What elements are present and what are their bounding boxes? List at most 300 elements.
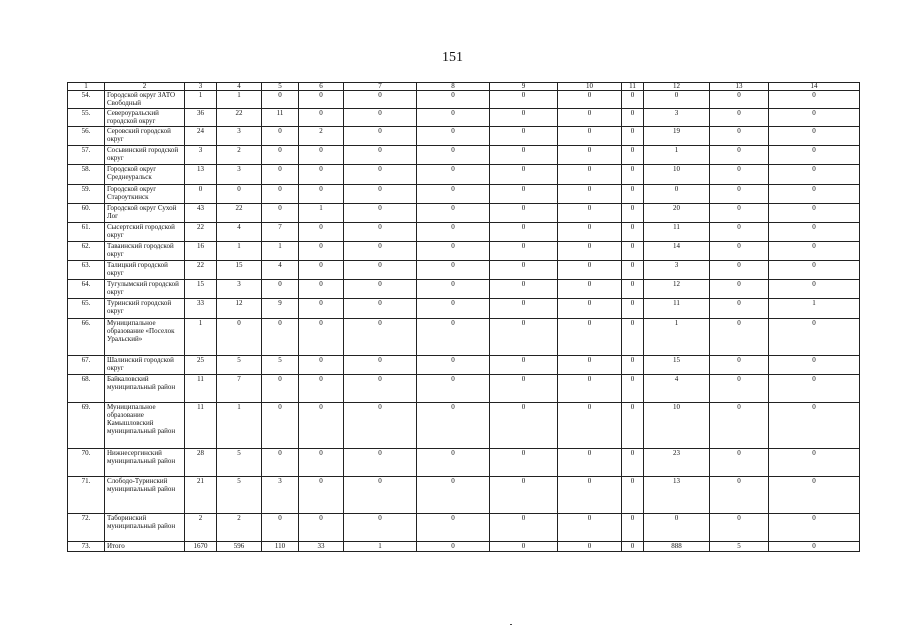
value-cell-col-9: 0 <box>490 146 558 165</box>
value-cell-col-12: 23 <box>644 449 710 477</box>
value-cell-col-3: 28 <box>185 449 217 477</box>
value-cell-col-4: 7 <box>217 375 262 403</box>
value-cell-col-7: 0 <box>344 165 417 185</box>
value-cell-col-12: 12 <box>644 280 710 299</box>
value-cell-col-9: 0 <box>490 542 558 552</box>
municipality-name: Таваинский городской округ <box>105 242 185 261</box>
column-header-6: 6 <box>299 83 344 91</box>
value-cell-col-5: 0 <box>262 280 299 299</box>
table-row <box>68 449 860 477</box>
value-cell-col-6: 0 <box>299 165 344 185</box>
value-cell-col-5: 0 <box>262 403 299 449</box>
value-cell-col-13: 0 <box>710 109 769 127</box>
value-cell-col-4: 3 <box>217 165 262 185</box>
value-cell-col-9: 0 <box>490 109 558 127</box>
value-cell-col-12: 0 <box>644 91 710 109</box>
value-cell-col-7: 0 <box>344 319 417 356</box>
value-cell-col-14: 0 <box>769 261 860 280</box>
value-cell-col-8: 0 <box>417 280 490 299</box>
table-row <box>68 299 860 319</box>
value-cell-col-5: 110 <box>262 542 299 552</box>
value-cell-col-8: 0 <box>417 165 490 185</box>
value-cell-col-9: 0 <box>490 375 558 403</box>
value-cell-col-7: 0 <box>344 261 417 280</box>
value-cell-col-12: 10 <box>644 165 710 185</box>
value-cell-col-7: 0 <box>344 356 417 375</box>
value-cell-col-3: 24 <box>185 127 217 146</box>
row-number: 61. <box>68 223 105 242</box>
value-cell-col-6: 0 <box>299 91 344 109</box>
value-cell-col-12: 4 <box>644 375 710 403</box>
value-cell-col-9: 0 <box>490 449 558 477</box>
row-number: 71. <box>68 477 105 514</box>
value-cell-col-12: 14 <box>644 242 710 261</box>
column-header-11: 11 <box>622 83 644 91</box>
value-cell-col-3: 1 <box>185 91 217 109</box>
table-row <box>68 280 860 299</box>
value-cell-col-10: 0 <box>558 403 622 449</box>
municipality-name: Североуральский городской округ <box>105 109 185 127</box>
value-cell-col-5: 0 <box>262 449 299 477</box>
value-cell-col-9: 0 <box>490 91 558 109</box>
value-cell-col-10: 0 <box>558 280 622 299</box>
value-cell-col-10: 0 <box>558 127 622 146</box>
row-number: 73. <box>68 542 105 552</box>
value-cell-col-14: 0 <box>769 165 860 185</box>
municipality-name: Тугулымский городской округ <box>105 280 185 299</box>
value-cell-col-13: 0 <box>710 223 769 242</box>
municipality-name: Сосьвинский городской округ <box>105 146 185 165</box>
value-cell-col-3: 16 <box>185 242 217 261</box>
table-row <box>68 261 860 280</box>
value-cell-col-3: 22 <box>185 223 217 242</box>
value-cell-col-7: 0 <box>344 146 417 165</box>
value-cell-col-12: 1 <box>644 319 710 356</box>
row-number: 55. <box>68 109 105 127</box>
municipality-name: Городской округ Среднеуральск <box>105 165 185 185</box>
value-cell-col-7: 0 <box>344 299 417 319</box>
value-cell-col-12: 19 <box>644 127 710 146</box>
value-cell-col-3: 0 <box>185 185 217 204</box>
value-cell-col-13: 0 <box>710 319 769 356</box>
value-cell-col-14: 0 <box>769 185 860 204</box>
value-cell-col-11: 0 <box>622 299 644 319</box>
column-header-4: 4 <box>217 83 262 91</box>
value-cell-col-10: 0 <box>558 165 622 185</box>
value-cell-col-11: 0 <box>622 165 644 185</box>
municipality-name: Городской округ ЗАТО Свободный <box>105 91 185 109</box>
value-cell-col-11: 0 <box>622 319 644 356</box>
value-cell-col-11: 0 <box>622 223 644 242</box>
value-cell-col-14: 0 <box>769 403 860 449</box>
value-cell-col-5: 0 <box>262 165 299 185</box>
value-cell-col-3: 1 <box>185 319 217 356</box>
column-header-2: 2 <box>105 83 185 91</box>
value-cell-col-6: 0 <box>299 477 344 514</box>
table-row <box>68 165 860 185</box>
value-cell-col-5: 0 <box>262 146 299 165</box>
value-cell-col-5: 0 <box>262 91 299 109</box>
value-cell-col-5: 9 <box>262 299 299 319</box>
column-header-14: 14 <box>769 83 860 91</box>
value-cell-col-9: 0 <box>490 403 558 449</box>
value-cell-col-11: 0 <box>622 542 644 552</box>
value-cell-col-12: 15 <box>644 356 710 375</box>
value-cell-col-5: 7 <box>262 223 299 242</box>
value-cell-col-8: 0 <box>417 403 490 449</box>
page-number: 151 <box>442 50 463 65</box>
value-cell-col-11: 0 <box>622 185 644 204</box>
value-cell-col-7: 0 <box>344 223 417 242</box>
value-cell-col-9: 0 <box>490 299 558 319</box>
value-cell-col-4: 3 <box>217 280 262 299</box>
value-cell-col-4: 2 <box>217 514 262 542</box>
value-cell-col-12: 13 <box>644 477 710 514</box>
row-number: 59. <box>68 185 105 204</box>
value-cell-col-11: 0 <box>622 204 644 223</box>
value-cell-col-3: 11 <box>185 403 217 449</box>
value-cell-col-13: 0 <box>710 449 769 477</box>
value-cell-col-13: 0 <box>710 514 769 542</box>
value-cell-col-4: 12 <box>217 299 262 319</box>
value-cell-col-9: 0 <box>490 514 558 542</box>
value-cell-col-13: 0 <box>710 403 769 449</box>
value-cell-col-12: 10 <box>644 403 710 449</box>
value-cell-col-3: 11 <box>185 375 217 403</box>
row-number: 64. <box>68 280 105 299</box>
value-cell-col-4: 15 <box>217 261 262 280</box>
value-cell-col-10: 0 <box>558 356 622 375</box>
value-cell-col-14: 0 <box>769 204 860 223</box>
scan-speck <box>510 624 512 625</box>
value-cell-col-8: 0 <box>417 319 490 356</box>
value-cell-col-13: 0 <box>710 165 769 185</box>
row-number: 56. <box>68 127 105 146</box>
value-cell-col-13: 0 <box>710 185 769 204</box>
municipality-name: Слободо-Туринский муниципальный район <box>105 477 185 514</box>
table-row <box>68 109 860 127</box>
value-cell-col-11: 0 <box>622 261 644 280</box>
value-cell-col-4: 5 <box>217 356 262 375</box>
value-cell-col-14: 1 <box>769 299 860 319</box>
value-cell-col-6: 0 <box>299 299 344 319</box>
value-cell-col-6: 0 <box>299 261 344 280</box>
value-cell-col-8: 0 <box>417 356 490 375</box>
municipality-name: Городской округ Сухой Лог <box>105 204 185 223</box>
value-cell-col-13: 0 <box>710 91 769 109</box>
value-cell-col-12: 1 <box>644 146 710 165</box>
value-cell-col-13: 0 <box>710 204 769 223</box>
table-row <box>68 542 860 552</box>
value-cell-col-11: 0 <box>622 280 644 299</box>
value-cell-col-9: 0 <box>490 127 558 146</box>
value-cell-col-5: 0 <box>262 375 299 403</box>
value-cell-col-7: 0 <box>344 109 417 127</box>
value-cell-col-14: 0 <box>769 223 860 242</box>
row-number: 69. <box>68 403 105 449</box>
value-cell-col-10: 0 <box>558 449 622 477</box>
value-cell-col-12: 0 <box>644 185 710 204</box>
value-cell-col-7: 0 <box>344 514 417 542</box>
value-cell-col-12: 20 <box>644 204 710 223</box>
value-cell-col-10: 0 <box>558 319 622 356</box>
value-cell-col-6: 0 <box>299 280 344 299</box>
value-cell-col-4: 4 <box>217 223 262 242</box>
column-header-1: 1 <box>68 83 105 91</box>
value-cell-col-8: 0 <box>417 146 490 165</box>
value-cell-col-3: 2 <box>185 514 217 542</box>
table-row <box>68 127 860 146</box>
value-cell-col-14: 0 <box>769 356 860 375</box>
value-cell-col-10: 0 <box>558 91 622 109</box>
value-cell-col-3: 25 <box>185 356 217 375</box>
value-cell-col-9: 0 <box>490 242 558 261</box>
municipality-name: Шалинский городской округ <box>105 356 185 375</box>
table-body <box>68 91 860 552</box>
value-cell-col-5: 1 <box>262 242 299 261</box>
value-cell-col-13: 0 <box>710 127 769 146</box>
value-cell-col-14: 0 <box>769 319 860 356</box>
value-cell-col-6: 0 <box>299 356 344 375</box>
municipality-name: Муниципальное образование «Поселок Уральский» <box>105 319 185 356</box>
value-cell-col-9: 0 <box>490 185 558 204</box>
value-cell-col-11: 0 <box>622 127 644 146</box>
value-cell-col-5: 5 <box>262 356 299 375</box>
municipality-name: Туринский городской округ <box>105 299 185 319</box>
value-cell-col-4: 1 <box>217 91 262 109</box>
row-number: 57. <box>68 146 105 165</box>
value-cell-col-8: 0 <box>417 242 490 261</box>
row-number: 68. <box>68 375 105 403</box>
municipality-name: Городской округ Староуткинск <box>105 185 185 204</box>
municipality-name: Талицкий городской округ <box>105 261 185 280</box>
value-cell-col-14: 0 <box>769 146 860 165</box>
value-cell-col-10: 0 <box>558 185 622 204</box>
value-cell-col-5: 0 <box>262 185 299 204</box>
table-row <box>68 242 860 261</box>
value-cell-col-3: 21 <box>185 477 217 514</box>
statistics-table <box>67 82 860 552</box>
table-row <box>68 356 860 375</box>
value-cell-col-8: 0 <box>417 204 490 223</box>
value-cell-col-8: 0 <box>417 223 490 242</box>
column-header-8: 8 <box>417 83 490 91</box>
value-cell-col-7: 0 <box>344 403 417 449</box>
value-cell-col-7: 0 <box>344 280 417 299</box>
table-row <box>68 146 860 165</box>
row-number: 66. <box>68 319 105 356</box>
value-cell-col-9: 0 <box>490 477 558 514</box>
municipality-name: Итого <box>105 542 185 552</box>
header-row <box>68 83 860 91</box>
value-cell-col-9: 0 <box>490 356 558 375</box>
value-cell-col-9: 0 <box>490 280 558 299</box>
value-cell-col-10: 0 <box>558 375 622 403</box>
value-cell-col-8: 0 <box>417 514 490 542</box>
value-cell-col-8: 0 <box>417 477 490 514</box>
value-cell-col-11: 0 <box>622 242 644 261</box>
value-cell-col-6: 0 <box>299 185 344 204</box>
value-cell-col-8: 0 <box>417 91 490 109</box>
value-cell-col-12: 11 <box>644 299 710 319</box>
table-row <box>68 403 860 449</box>
value-cell-col-5: 0 <box>262 127 299 146</box>
value-cell-col-7: 1 <box>344 542 417 552</box>
column-header-7: 7 <box>344 83 417 91</box>
value-cell-col-14: 0 <box>769 375 860 403</box>
value-cell-col-10: 0 <box>558 542 622 552</box>
value-cell-col-6: 0 <box>299 319 344 356</box>
value-cell-col-12: 888 <box>644 542 710 552</box>
column-header-5: 5 <box>262 83 299 91</box>
municipality-name: Таборинский муниципальный район <box>105 514 185 542</box>
table-row <box>68 375 860 403</box>
value-cell-col-4: 5 <box>217 477 262 514</box>
table-row <box>68 91 860 109</box>
value-cell-col-5: 0 <box>262 204 299 223</box>
value-cell-col-3: 15 <box>185 280 217 299</box>
value-cell-col-5: 11 <box>262 109 299 127</box>
row-number: 70. <box>68 449 105 477</box>
value-cell-col-14: 0 <box>769 127 860 146</box>
column-header-9: 9 <box>490 83 558 91</box>
value-cell-col-14: 0 <box>769 280 860 299</box>
value-cell-col-10: 0 <box>558 242 622 261</box>
value-cell-col-5: 0 <box>262 319 299 356</box>
value-cell-col-8: 0 <box>417 109 490 127</box>
row-number: 54. <box>68 91 105 109</box>
value-cell-col-13: 0 <box>710 356 769 375</box>
value-cell-col-5: 4 <box>262 261 299 280</box>
value-cell-col-4: 5 <box>217 449 262 477</box>
value-cell-col-9: 0 <box>490 165 558 185</box>
value-cell-col-13: 0 <box>710 299 769 319</box>
value-cell-col-10: 0 <box>558 514 622 542</box>
value-cell-col-11: 0 <box>622 477 644 514</box>
value-cell-col-14: 0 <box>769 542 860 552</box>
value-cell-col-6: 2 <box>299 127 344 146</box>
value-cell-col-9: 0 <box>490 261 558 280</box>
value-cell-col-11: 0 <box>622 91 644 109</box>
value-cell-col-8: 0 <box>417 542 490 552</box>
value-cell-col-13: 5 <box>710 542 769 552</box>
value-cell-col-4: 596 <box>217 542 262 552</box>
value-cell-col-13: 0 <box>710 477 769 514</box>
value-cell-col-8: 0 <box>417 127 490 146</box>
value-cell-col-7: 0 <box>344 477 417 514</box>
table-row <box>68 223 860 242</box>
column-header-3: 3 <box>185 83 217 91</box>
value-cell-col-10: 0 <box>558 109 622 127</box>
value-cell-col-10: 0 <box>558 261 622 280</box>
row-number: 65. <box>68 299 105 319</box>
table-row <box>68 185 860 204</box>
value-cell-col-11: 0 <box>622 146 644 165</box>
value-cell-col-8: 0 <box>417 261 490 280</box>
value-cell-col-4: 1 <box>217 403 262 449</box>
value-cell-col-7: 0 <box>344 204 417 223</box>
value-cell-col-6: 0 <box>299 375 344 403</box>
value-cell-col-3: 33 <box>185 299 217 319</box>
value-cell-col-13: 0 <box>710 146 769 165</box>
value-cell-col-3: 1670 <box>185 542 217 552</box>
value-cell-col-7: 0 <box>344 127 417 146</box>
value-cell-col-11: 0 <box>622 356 644 375</box>
value-cell-col-11: 0 <box>622 449 644 477</box>
value-cell-col-8: 0 <box>417 375 490 403</box>
value-cell-col-4: 0 <box>217 185 262 204</box>
value-cell-col-11: 0 <box>622 375 644 403</box>
value-cell-col-12: 0 <box>644 514 710 542</box>
value-cell-col-6: 0 <box>299 109 344 127</box>
municipality-name: Серовский городской округ <box>105 127 185 146</box>
row-number: 67. <box>68 356 105 375</box>
value-cell-col-11: 0 <box>622 514 644 542</box>
table-row <box>68 319 860 356</box>
column-header-13: 13 <box>710 83 769 91</box>
value-cell-col-14: 0 <box>769 477 860 514</box>
value-cell-col-11: 0 <box>622 403 644 449</box>
value-cell-col-14: 0 <box>769 242 860 261</box>
row-number: 62. <box>68 242 105 261</box>
municipality-name: Байкаловский муниципальный район <box>105 375 185 403</box>
value-cell-col-4: 3 <box>217 127 262 146</box>
value-cell-col-6: 33 <box>299 542 344 552</box>
value-cell-col-9: 0 <box>490 319 558 356</box>
value-cell-col-14: 0 <box>769 91 860 109</box>
value-cell-col-7: 0 <box>344 185 417 204</box>
value-cell-col-12: 3 <box>644 261 710 280</box>
value-cell-col-6: 0 <box>299 514 344 542</box>
value-cell-col-11: 0 <box>622 109 644 127</box>
value-cell-col-14: 0 <box>769 109 860 127</box>
value-cell-col-5: 0 <box>262 514 299 542</box>
value-cell-col-14: 0 <box>769 449 860 477</box>
row-number: 63. <box>68 261 105 280</box>
value-cell-col-3: 43 <box>185 204 217 223</box>
value-cell-col-10: 0 <box>558 146 622 165</box>
value-cell-col-3: 13 <box>185 165 217 185</box>
value-cell-col-8: 0 <box>417 449 490 477</box>
value-cell-col-10: 0 <box>558 204 622 223</box>
value-cell-col-4: 22 <box>217 204 262 223</box>
value-cell-col-7: 0 <box>344 242 417 261</box>
value-cell-col-5: 3 <box>262 477 299 514</box>
value-cell-col-4: 22 <box>217 109 262 127</box>
value-cell-col-6: 0 <box>299 449 344 477</box>
value-cell-col-10: 0 <box>558 477 622 514</box>
value-cell-col-6: 1 <box>299 204 344 223</box>
value-cell-col-13: 0 <box>710 375 769 403</box>
value-cell-col-8: 0 <box>417 185 490 204</box>
value-cell-col-3: 36 <box>185 109 217 127</box>
value-cell-col-9: 0 <box>490 223 558 242</box>
row-number: 72. <box>68 514 105 542</box>
municipality-name: Нижнесергинский муниципальный район <box>105 449 185 477</box>
value-cell-col-10: 0 <box>558 299 622 319</box>
value-cell-col-12: 11 <box>644 223 710 242</box>
table-row <box>68 477 860 514</box>
value-cell-col-6: 0 <box>299 146 344 165</box>
value-cell-col-6: 0 <box>299 403 344 449</box>
row-number: 60. <box>68 204 105 223</box>
value-cell-col-13: 0 <box>710 242 769 261</box>
column-header-12: 12 <box>644 83 710 91</box>
value-cell-col-4: 1 <box>217 242 262 261</box>
value-cell-col-7: 0 <box>344 91 417 109</box>
value-cell-col-3: 22 <box>185 261 217 280</box>
value-cell-col-13: 0 <box>710 280 769 299</box>
